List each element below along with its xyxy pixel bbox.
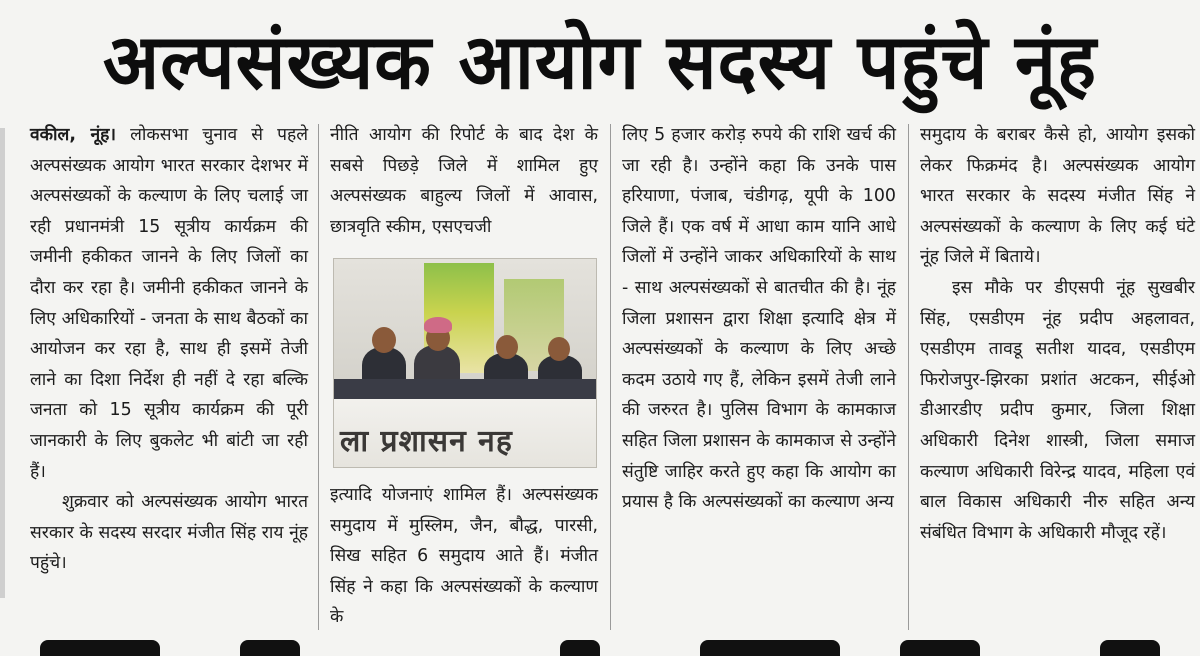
column-divider — [908, 124, 909, 630]
photo-turban — [424, 317, 452, 333]
column-2-top — [330, 120, 598, 242]
column-3-text: लिए 5 हजार करोड़ रुपये की राशि खर्च की जा रही है। उन्होंने कहा कि उनके पास हरियाणा, पंजाब, चंडीगढ़, यूपी के 100 जिले हैं। एक वर्ष में आधा काम यानि आधे जिलों में उन्होंने जाकर अधिकारियों के साथ - साथ अल्पसंख्यकों से बातचीत की है। नूंह जिला प्रशासन द्वारा शिक्षा इत्यादि क्षेत्र में अल्पसंख्यकों के कल्याण के लिए अच्छे कदम उठाये गए हैं, लेकिन इसमें तेजी लाने की जरुरत है। पुलिस विभाग के कामकाज सहित जिला प्रशासन के कामकाज से उन्होंने संतुष्टि जाहिर करते हुए कहा कि आयोग का प्रयास है कि अल्पसंख्यकों का कल्याण अन्य — [622, 125, 896, 513]
news-photo — [333, 258, 597, 468]
photo-head-4 — [548, 337, 570, 361]
column-divider — [318, 124, 319, 630]
column-4 — [920, 120, 1195, 548]
column-4-para-2: इस मौके पर डीएसपी नूंह सुखबीर सिंह, एसडीएम नूंह प्रदीप अहलावत, एसडीएम तावडू सतीश यादव, एसडीएम फिरोजपुर-झिरका प्रशांत अटकन, सीईओ डीआरडीए प्रदीप कुमार, जिला शिक्षा अधिकारी दिनेश शास्त्री, जिला समाज कल्याण अधिकारी विरेन्द्र यादव, महिला एवं बाल विकास अधिकारी नीरु सहित अन्य संबंधित विभाग के अधिकारी मौजूद रहें। — [920, 277, 1195, 543]
column-2-top-text: नीति आयोग की रिपोर्ट के बाद देश के सबसे पिछड़े जिले में शामिल हुए अल्पसंख्यक बाहुल्य जिलों में आवास, छात्रवृति स्कीम, एसएचजी — [330, 125, 598, 237]
cropped-glyph — [1100, 640, 1160, 656]
column-divider — [610, 124, 611, 630]
column-1-lead-text: लोकसभा चुनाव से पहले अल्पसंख्यक आयोग भारत सरकार देशभर में अल्पसंख्यकों के कल्याण के लिए चलाई जा रही प्रधानमंत्री 15 सूत्रीय कार्यक्रम की जमीनी हकीकत जानने के लिए जिलों का दौरा कर रहा है। जमीनी हकीकत जानने के लिए अधिकारियों - जनता के साथ बैठकों का आयोजन कर रहा है, साथ ही इसमें तेजी लाने का दिशा निर्देश ही नहीं दे रहा बल्कि जनता को 15 सूत्रीय कार्यक्रम की पूरी जानकारी के लिए बुकलेट भी बांटी जा रही हैं। — [30, 125, 308, 482]
cropped-glyph — [560, 640, 600, 656]
column-1 — [30, 120, 308, 579]
column-3 — [622, 120, 896, 518]
cropped-glyph — [700, 640, 840, 656]
column-2-bottom — [330, 480, 598, 633]
photo-head-3 — [496, 335, 518, 359]
byline: वकील, नूंह। — [30, 125, 117, 145]
column-4-para-1: समुदाय के बराबर कैसे हो, आयोग इसको लेकर फिक्रमंद है। अल्पसंख्यक आयोग भारत सरकार के सदस्य मंजीत सिंह ने अल्पसंख्यकों के कल्याण के लिए कई घंटे नूंह जिले में बिताये। — [920, 125, 1195, 268]
column-1-lead — [30, 120, 308, 487]
next-headline-cropped — [0, 634, 1200, 656]
column-2-bottom-text: इत्यादि योजनाएं शामिल हैं। अल्पसंख्यक समुदाय में मुस्लिम, जैन, बौद्ध, पारसी, सिख सहित 6 समुदाय आते हैं। मंजीत सिंह ने कहा कि अल्पसंख्यकों के कल्याण के — [330, 485, 598, 628]
photo-sign: ला प्रशासन नह — [340, 424, 513, 459]
cropped-glyph — [900, 640, 980, 656]
column-1-para-2: शुक्रवार को अल्पसंख्यक आयोग भारत सरकार के सदस्य सरदार मंजीत सिंह राय नूंह पहुंचे। — [30, 492, 308, 574]
photo-table — [334, 379, 596, 401]
cropped-glyph — [240, 640, 300, 656]
photo-head-1 — [372, 327, 396, 353]
headline: अल्पसंख्यक आयोग सदस्य पहुंचे नूंह — [102, 16, 1098, 106]
left-edge-rule — [0, 128, 5, 598]
cropped-glyph — [40, 640, 160, 656]
